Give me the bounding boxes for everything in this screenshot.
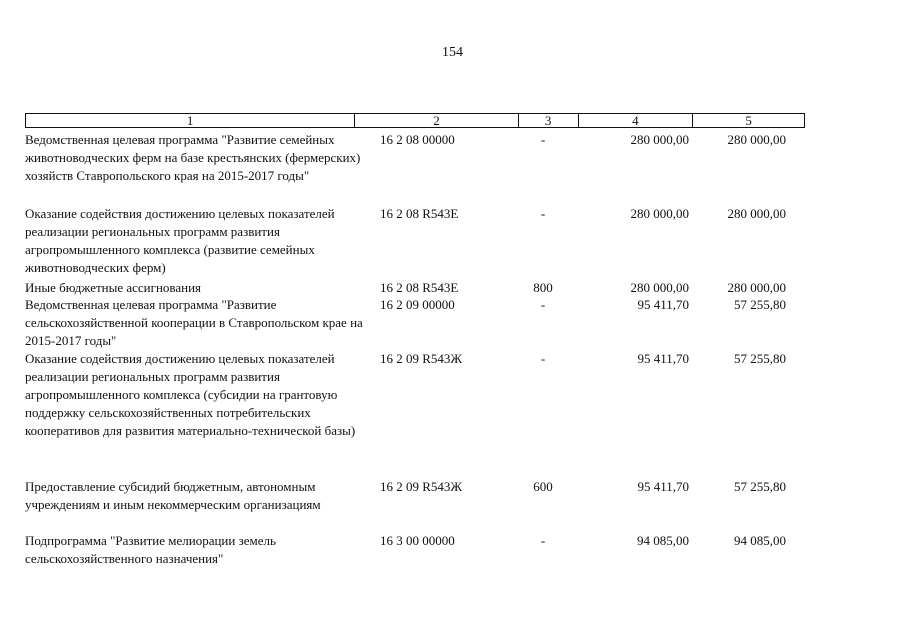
row-type: 600: [533, 479, 553, 494]
row-value-1: 280 000,00: [630, 206, 689, 221]
row-name: Ведомственная целевая программа "Развитие семейных животноводческих ферм на базе крестьянских (фермерских) хозяйств Ставропольского края на 2015-2017 годы": [25, 132, 361, 183]
table-row: [25, 205, 805, 277]
row-type: -: [540, 132, 546, 147]
row-value-2: 280 000,00: [727, 132, 786, 147]
header-col-3: 3: [519, 114, 579, 127]
row-code: 16 2 09 R543Ж: [380, 479, 463, 494]
row-type: -: [540, 351, 546, 366]
page-number: 154: [442, 45, 463, 60]
table-row: [25, 532, 805, 568]
row-code: 16 3 00 00000: [380, 533, 455, 548]
table-row: [25, 478, 805, 514]
row-type: -: [540, 297, 546, 312]
table-row: [25, 131, 805, 185]
row-value-1: 95 411,70: [637, 297, 689, 312]
header-col-4: 4: [579, 114, 694, 127]
header-col-1: 1: [26, 114, 355, 127]
row-value-2: 57 255,80: [734, 479, 786, 494]
row-code: 16 2 08 R543Е: [380, 206, 459, 221]
header-col-5: 5: [745, 113, 752, 128]
header-col-2: 2: [355, 114, 519, 127]
row-code: 16 2 08 00000: [380, 132, 455, 147]
row-name: Подпрограмма "Развитие мелиорации земель сельскохозяйственного назначения": [25, 533, 276, 566]
row-value-2: 280 000,00: [727, 206, 786, 221]
row-value-1: 280 000,00: [630, 280, 689, 295]
row-type: -: [540, 206, 546, 221]
row-code: 16 2 09 R543Ж: [380, 351, 463, 366]
row-name: Оказание содействия достижению целевых показателей реализации региональных программ развития агропромышленного комплекса (развитие семейных животноводческих ферм): [25, 206, 335, 275]
row-value-1: 280 000,00: [630, 132, 689, 147]
row-code: 16 2 08 R543Е: [380, 280, 459, 295]
row-name: Ведомственная целевая программа "Развитие сельскохозяйственной кооперации в Ставропольском крае на 2015-2017 годы": [25, 297, 363, 348]
row-value-2: 57 255,80: [734, 351, 786, 366]
row-value-1: 95 411,70: [637, 351, 689, 366]
row-type: 800: [533, 280, 553, 295]
row-code: 16 2 09 00000: [380, 297, 455, 312]
row-value-2: 280 000,00: [727, 280, 786, 295]
row-name: Предоставление субсидий бюджетным, автономным учреждениям и иным некоммерческим организациям: [25, 479, 321, 512]
table-row: [25, 296, 805, 350]
row-value-2: 57 255,80: [734, 297, 786, 312]
row-value-1: 95 411,70: [637, 479, 689, 494]
row-value-2: 94 085,00: [734, 533, 786, 548]
row-name: Иные бюджетные ассигнования: [25, 280, 202, 295]
row-type: -: [540, 533, 546, 548]
table-row: [25, 279, 805, 297]
table-header: [25, 113, 805, 128]
table-row: [25, 350, 805, 440]
row-name: Оказание содействия достижению целевых показателей реализации региональных программ развития агропромышленного комплекса (субсидии на грантовую поддержку сельскохозяйственных потребительских кооперативов для развития материально-технической базы): [25, 351, 356, 438]
row-value-1: 94 085,00: [637, 533, 689, 548]
